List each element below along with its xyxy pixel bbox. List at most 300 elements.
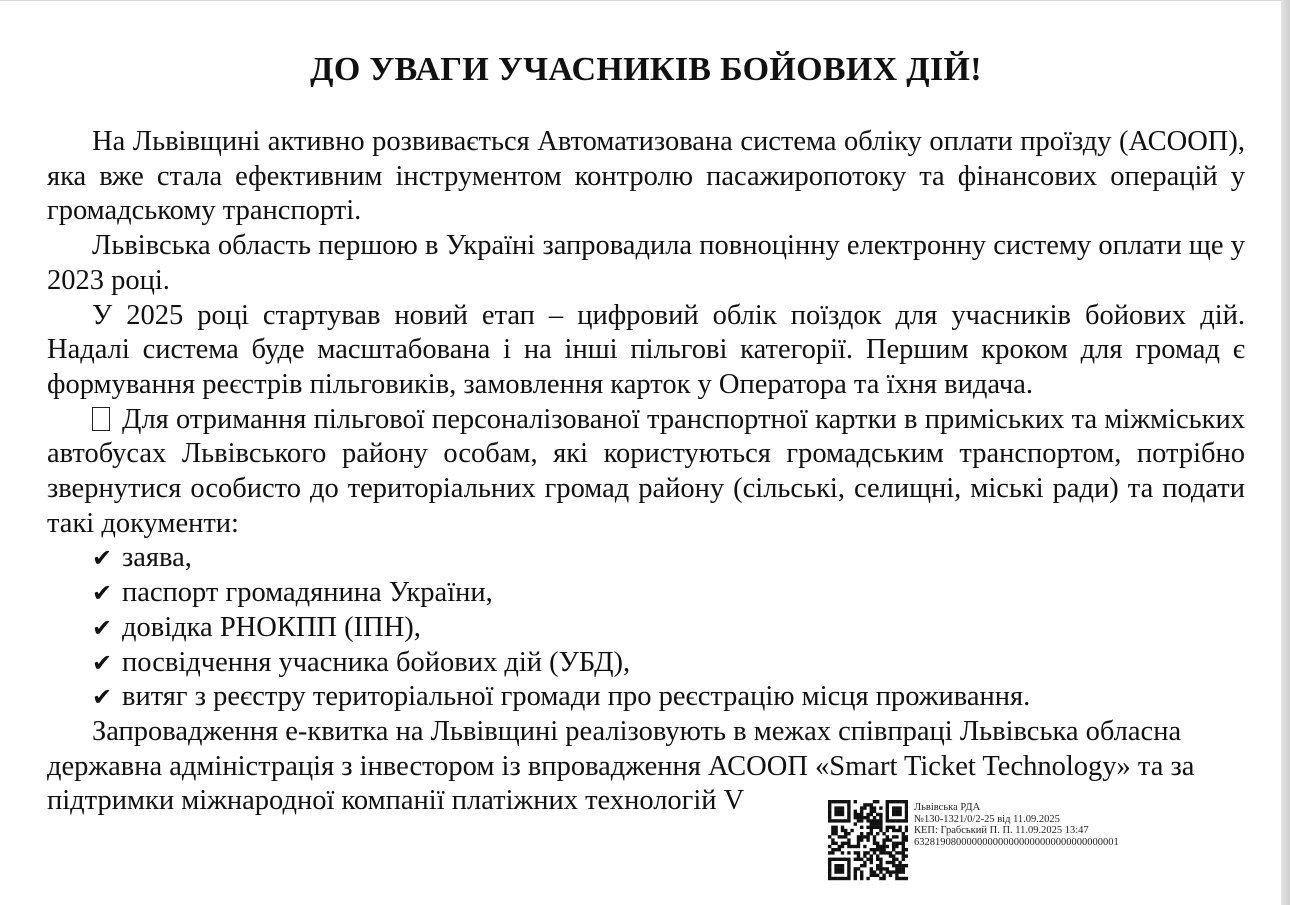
list-item: [47, 611, 1245, 646]
qr-module: [882, 874, 885, 877]
qr-module: [834, 858, 837, 861]
qr-module: [828, 851, 831, 854]
qr-module: [879, 861, 882, 864]
list-item-text: заява,: [122, 542, 192, 574]
qr-module: [895, 806, 898, 809]
qr-module: [886, 819, 889, 822]
qr-module: [831, 851, 834, 854]
qr-module: [841, 877, 844, 880]
stamp-registration-number: №130-1321/0/2-25 від 11.09.2025: [914, 813, 1060, 825]
qr-module: [866, 803, 869, 806]
qr-module: [905, 800, 908, 803]
qr-module: [841, 867, 844, 870]
qr-module: [847, 806, 850, 809]
qr-module: [886, 800, 889, 803]
qr-module: [879, 848, 882, 851]
qr-module: [873, 838, 876, 841]
qr-module: [863, 835, 866, 838]
checkmark-icon: ✔: [92, 648, 113, 677]
qr-module: [902, 854, 905, 857]
electronic-signature-stamp: [828, 800, 1188, 882]
qr-module: [841, 870, 844, 873]
qr-module: [844, 842, 847, 845]
qr-module: [828, 835, 831, 838]
stamp-certificate-id: 632819080000000000000000000000000000001: [914, 836, 1119, 848]
qr-module: [902, 832, 905, 835]
empty-box-icon: [92, 407, 110, 431]
qr-module: [838, 870, 841, 873]
qr-module: [850, 845, 853, 848]
qr-module: [866, 819, 869, 822]
qr-module: [870, 803, 873, 806]
qr-module: [898, 867, 901, 870]
qr-module: [873, 851, 876, 854]
qr-module: [886, 851, 889, 854]
qr-module: [866, 851, 869, 854]
qr-module: [863, 864, 866, 867]
qr-module: [876, 864, 879, 867]
qr-module: [873, 822, 876, 825]
qr-module: [879, 851, 882, 854]
qr-module: [831, 848, 834, 851]
qr-module: [838, 845, 841, 848]
qr-module: [834, 877, 837, 880]
qr-module: [898, 877, 901, 880]
qr-module: [898, 842, 901, 845]
qr-module: [886, 806, 889, 809]
qr-module: [860, 819, 863, 822]
qr-module: [898, 813, 901, 816]
qr-module: [879, 822, 882, 825]
list-item-text: посвідчення учасника бойових дій (УБД),: [122, 646, 631, 678]
list-item-text: довідка РНОКПП (ІПН),: [122, 611, 421, 643]
qr-module: [886, 816, 889, 819]
qr-module: [831, 829, 834, 832]
qr-module: [902, 819, 905, 822]
qr-module: [879, 829, 882, 832]
qr-module: [905, 806, 908, 809]
qr-module: [895, 829, 898, 832]
qr-module: [879, 826, 882, 829]
qr-module: [895, 874, 898, 877]
qr-module: [876, 848, 879, 851]
paragraph-1: На Львівщині активно розвивається Автоматизована система обліку оплати проїзду (АСООП), яка вже стала ефективним інструментом контролю пасажиропотоку та фінансових операцій у громадському транспорті.: [47, 126, 1245, 227]
qr-module: [898, 826, 901, 829]
qr-module: [905, 819, 908, 822]
qr-module: [873, 810, 876, 813]
qr-module: [854, 822, 857, 825]
qr-module: [844, 832, 847, 835]
qr-module: [838, 864, 841, 867]
qr-module: [866, 877, 869, 880]
qr-module: [854, 874, 857, 877]
qr-module: [886, 835, 889, 838]
qr-module: [860, 870, 863, 873]
stamp-organization: Львівська РДА: [914, 802, 981, 813]
qr-code-icon: [828, 800, 908, 882]
qr-module: [838, 813, 841, 816]
qr-module: [847, 803, 850, 806]
qr-module: [831, 832, 834, 835]
document-page: [47, 0, 1245, 905]
qr-module: [863, 854, 866, 857]
document-body: [47, 125, 1245, 819]
qr-module: [873, 819, 876, 822]
qr-module: [857, 819, 860, 822]
qr-module: [870, 870, 873, 873]
qr-module: [898, 870, 901, 873]
qr-module: [866, 838, 869, 841]
paragraph-4: [47, 403, 1245, 542]
qr-module: [873, 870, 876, 873]
qr-module: [847, 810, 850, 813]
qr-module: [866, 826, 869, 829]
qr-module: [828, 803, 831, 806]
qr-module: [898, 864, 901, 867]
qr-module: [844, 829, 847, 832]
qr-module: [847, 861, 850, 864]
qr-module: [838, 877, 841, 880]
qr-module: [831, 842, 834, 845]
qr-module: [902, 870, 905, 873]
qr-module: [895, 819, 898, 822]
qr-module: [857, 813, 860, 816]
qr-module: [895, 813, 898, 816]
qr-module: [889, 838, 892, 841]
qr-module: [889, 870, 892, 873]
qr-module: [870, 819, 873, 822]
qr-module: [895, 867, 898, 870]
qr-module: [895, 877, 898, 880]
qr-module: [847, 864, 850, 867]
qr-module: [898, 810, 901, 813]
qr-module: [844, 835, 847, 838]
closing-paragraph: Запровадження е-квитка на Львівщині реалізовують в межах співпраці Львівська обласна державна адміністрація з інвестором із впровадження АСООП «Smart Ticket Technology» та за підтримки міжнародної компанії платіжних технологій V: [47, 715, 1195, 817]
qr-module: [892, 845, 895, 848]
checkmark-icon: ✔: [92, 544, 113, 573]
qr-module: [831, 800, 834, 803]
qr-module: [882, 842, 885, 845]
list-item: [47, 541, 1245, 576]
qr-module: [847, 877, 850, 880]
qr-module: [834, 806, 837, 809]
qr-module: [879, 870, 882, 873]
qr-module: [860, 826, 863, 829]
qr-module: [879, 816, 882, 819]
qr-module: [866, 816, 869, 819]
qr-module: [863, 861, 866, 864]
qr-module: [834, 842, 837, 845]
qr-module: [828, 861, 831, 864]
qr-module: [841, 845, 844, 848]
qr-module: [889, 861, 892, 864]
qr-module: [854, 813, 857, 816]
qr-module: [860, 832, 863, 835]
qr-module: [902, 848, 905, 851]
qr-module: [870, 848, 873, 851]
qr-module: [854, 858, 857, 861]
stamp-signature-info: КЕП: Грабський П. П. 11.09.2025 13:47: [914, 825, 1089, 836]
qr-module: [873, 848, 876, 851]
qr-module: [841, 842, 844, 845]
qr-module: [866, 832, 869, 835]
qr-module: [863, 845, 866, 848]
qr-module: [886, 838, 889, 841]
qr-module: [838, 806, 841, 809]
qr-module: [898, 829, 901, 832]
qr-module: [892, 813, 895, 816]
qr-module: [892, 829, 895, 832]
qr-module: [838, 835, 841, 838]
qr-module: [838, 810, 841, 813]
qr-module: [898, 819, 901, 822]
qr-module: [857, 835, 860, 838]
qr-module: [905, 816, 908, 819]
qr-module: [831, 819, 834, 822]
qr-module: [876, 800, 879, 803]
qr-module: [882, 851, 885, 854]
qr-module: [876, 842, 879, 845]
qr-module: [847, 816, 850, 819]
qr-module: [886, 829, 889, 832]
qr-module: [828, 819, 831, 822]
qr-module: [879, 877, 882, 880]
qr-module: [902, 842, 905, 845]
qr-module: [854, 867, 857, 870]
qr-module: [882, 845, 885, 848]
qr-module: [882, 877, 885, 880]
qr-module: [876, 813, 879, 816]
qr-module: [892, 819, 895, 822]
qr-module: [847, 845, 850, 848]
qr-module: [863, 816, 866, 819]
qr-module: [860, 874, 863, 877]
qr-module: [892, 806, 895, 809]
qr-module: [905, 854, 908, 857]
qr-module: [860, 813, 863, 816]
qr-module: [863, 806, 866, 809]
qr-module: [902, 838, 905, 841]
qr-module: [866, 858, 869, 861]
qr-module: [834, 867, 837, 870]
qr-module: [847, 867, 850, 870]
qr-module: [831, 826, 834, 829]
qr-module: [889, 874, 892, 877]
qr-module: [895, 835, 898, 838]
qr-module: [860, 877, 863, 880]
qr-module: [873, 816, 876, 819]
qr-module: [828, 864, 831, 867]
qr-module: [870, 861, 873, 864]
qr-module: [834, 813, 837, 816]
qr-module: [889, 826, 892, 829]
qr-module: [876, 832, 879, 835]
qr-module: [902, 835, 905, 838]
qr-module: [834, 832, 837, 835]
qr-module: [841, 800, 844, 803]
qr-module: [902, 851, 905, 854]
qr-module: [828, 845, 831, 848]
list-item: [47, 576, 1245, 611]
qr-module: [834, 829, 837, 832]
qr-module: [828, 810, 831, 813]
qr-module: [889, 854, 892, 857]
qr-module: [879, 806, 882, 809]
qr-module: [860, 806, 863, 809]
qr-module: [876, 874, 879, 877]
qr-module: [847, 800, 850, 803]
qr-module: [841, 826, 844, 829]
qr-module: [831, 858, 834, 861]
qr-module: [895, 845, 898, 848]
qr-module: [905, 848, 908, 851]
qr-module: [854, 851, 857, 854]
list-item-text: паспорт громадянина України,: [122, 577, 493, 609]
qr-module: [905, 813, 908, 816]
qr-module: [905, 838, 908, 841]
qr-module: [873, 806, 876, 809]
qr-module: [854, 870, 857, 873]
qr-module: [854, 810, 857, 813]
qr-module: [879, 858, 882, 861]
qr-module: [854, 877, 857, 880]
qr-module: [902, 800, 905, 803]
qr-module: [870, 867, 873, 870]
qr-module: [895, 858, 898, 861]
qr-module: [841, 829, 844, 832]
qr-module: [847, 858, 850, 861]
qr-module: [866, 813, 869, 816]
qr-module: [834, 870, 837, 873]
qr-module: [879, 867, 882, 870]
qr-module: [882, 848, 885, 851]
list-item: [47, 680, 1245, 715]
qr-module: [847, 838, 850, 841]
qr-module: [886, 810, 889, 813]
qr-module: [870, 854, 873, 857]
qr-module: [857, 816, 860, 819]
qr-module: [873, 874, 876, 877]
qr-module: [847, 819, 850, 822]
qr-module: [847, 842, 850, 845]
qr-module: [860, 816, 863, 819]
qr-module: [898, 851, 901, 854]
paragraph-4-text: Для отримання пільгової персоналізованої транспортної картки в приміських та міжміських автобусах Львівського району особам, які користуються громадським транспортом, потрібно звернутися особисто до територіальних громад району (сільські, селищні, міські ради) та подати такі документи:: [47, 403, 1245, 539]
qr-module: [902, 864, 905, 867]
qr-module: [902, 877, 905, 880]
qr-module: [892, 848, 895, 851]
qr-module: [828, 858, 831, 861]
qr-module: [898, 800, 901, 803]
qr-module: [838, 858, 841, 861]
qr-module: [841, 810, 844, 813]
qr-module: [841, 806, 844, 809]
checkmark-icon: ✔: [92, 683, 113, 712]
qr-module: [879, 813, 882, 816]
qr-module: [857, 838, 860, 841]
qr-module: [828, 877, 831, 880]
qr-module: [866, 835, 869, 838]
qr-module: [873, 842, 876, 845]
qr-module: [870, 826, 873, 829]
qr-module: [870, 874, 873, 877]
paragraph-3: У 2025 році стартував новий етап – цифровий облік поїздок для учасників бойових дій. Надалі система буде масштабована і на інші пільгові категорії. Першим кроком для громад є формування реєстрів пільговиків, замовлення карток у Оператора та їхня видача.: [47, 299, 1245, 400]
qr-module: [892, 858, 895, 861]
qr-module: [892, 864, 895, 867]
qr-module: [892, 842, 895, 845]
qr-module: [898, 806, 901, 809]
qr-module: [854, 816, 857, 819]
list-item: [47, 646, 1245, 681]
qr-module: [905, 877, 908, 880]
qr-module: [905, 803, 908, 806]
qr-module: [828, 870, 831, 873]
qr-module: [876, 854, 879, 857]
qr-module: [838, 819, 841, 822]
qr-module: [854, 800, 857, 803]
qr-module: [828, 800, 831, 803]
qr-module: [828, 813, 831, 816]
qr-module: [828, 874, 831, 877]
qr-module: [870, 832, 873, 835]
qr-module: [895, 851, 898, 854]
qr-module: [895, 810, 898, 813]
qr-module: [857, 858, 860, 861]
qr-module: [828, 806, 831, 809]
qr-module: [895, 800, 898, 803]
checkmark-icon: ✔: [92, 579, 113, 608]
qr-module: [831, 838, 834, 841]
qr-module: [876, 858, 879, 861]
qr-module: [886, 861, 889, 864]
qr-module: [834, 810, 837, 813]
qr-module: [841, 858, 844, 861]
qr-module: [841, 864, 844, 867]
qr-module: [863, 851, 866, 854]
qr-module: [895, 842, 898, 845]
qr-module: [841, 835, 844, 838]
qr-module: [879, 819, 882, 822]
qr-module: [870, 806, 873, 809]
qr-module: [886, 803, 889, 806]
qr-module: [857, 867, 860, 870]
qr-module: [860, 864, 863, 867]
qr-module: [870, 858, 873, 861]
qr-module: [847, 870, 850, 873]
qr-module: [876, 819, 879, 822]
qr-module: [898, 861, 901, 864]
qr-module: [828, 816, 831, 819]
qr-module: [889, 851, 892, 854]
qr-module: [860, 858, 863, 861]
qr-module: [889, 819, 892, 822]
qr-module: [873, 826, 876, 829]
qr-module: [879, 864, 882, 867]
qr-module: [838, 800, 841, 803]
list-item-text: витяг з реєстру територіальної громади про реєстрацію місця проживання.: [122, 681, 1031, 713]
documents-list: [47, 541, 1245, 715]
qr-module: [844, 819, 847, 822]
qr-module: [870, 829, 873, 832]
qr-module: [892, 826, 895, 829]
checkmark-icon: ✔: [92, 613, 113, 642]
qr-module: [892, 854, 895, 857]
qr-module: [857, 842, 860, 845]
qr-module: [860, 838, 863, 841]
qr-module: [895, 870, 898, 873]
page-right-edge: [1281, 0, 1290, 905]
qr-module: [886, 813, 889, 816]
